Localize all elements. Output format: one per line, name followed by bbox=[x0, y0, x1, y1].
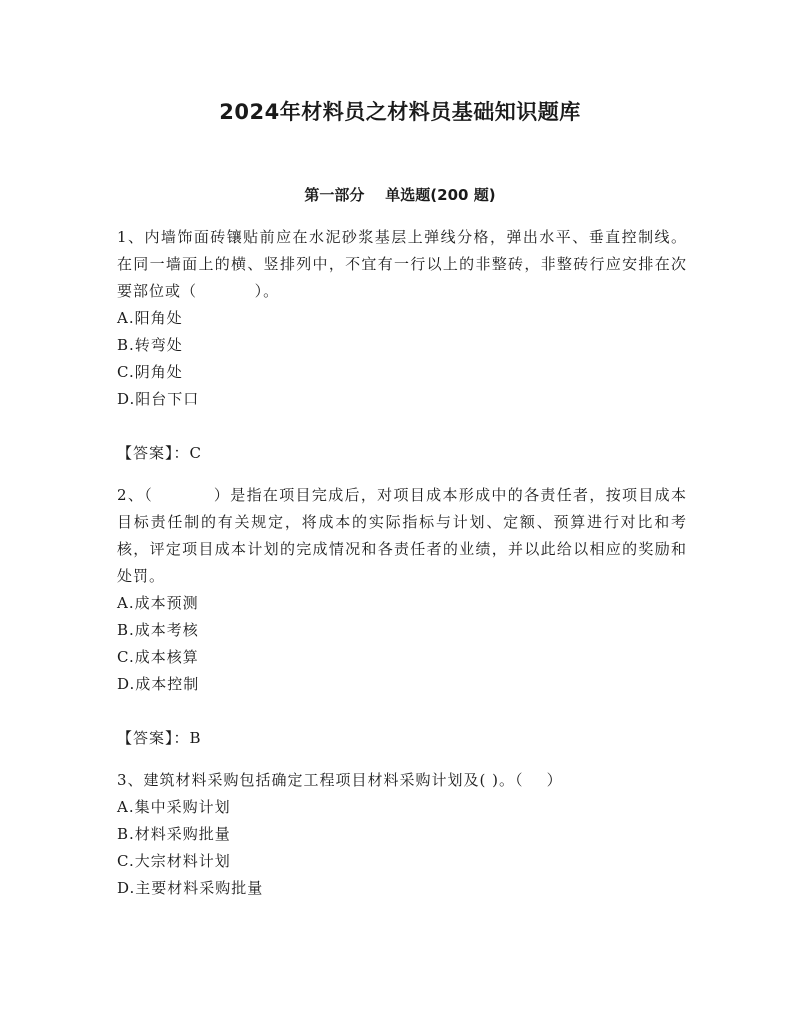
option-d: D.主要材料采购批量 bbox=[117, 879, 264, 897]
option-b: B.材料采购批量 bbox=[117, 825, 231, 843]
option-d: D.成本控制 bbox=[117, 675, 200, 693]
question-1 bbox=[117, 224, 687, 467]
answer-line: 【答案】：C bbox=[117, 444, 202, 462]
option-c: C.大宗材料计划 bbox=[117, 852, 231, 870]
document-title: 2024年材料员之材料员基础知识题库 bbox=[219, 100, 581, 124]
question-list bbox=[117, 224, 687, 902]
option-a: A.阳角处 bbox=[117, 309, 183, 327]
section-title: 第一部分 单选题(200 题) bbox=[304, 186, 496, 204]
question-3 bbox=[117, 767, 687, 902]
option-d: D.阳台下口 bbox=[117, 390, 200, 408]
question-stem: 2、（ ）是指在项目完成后，对项目成本形成中的各责任者，按项目成本目标责任制的有关规定，将成本的实际指标与计划、定额、预算进行对比和考核，评定项目成本计划的完成情况和各责任者的业绩，并以此给以相应的奖励和处罚。 bbox=[117, 486, 687, 585]
option-c: C.阴角处 bbox=[117, 363, 183, 381]
option-c: C.成本核算 bbox=[117, 648, 199, 666]
option-a: A.集中采购计划 bbox=[117, 798, 231, 816]
question-stem: 1、内墙饰面砖镶贴前应在水泥砂浆基层上弹线分格，弹出水平、垂直控制线。在同一墙面上的横、竖排列中，不宜有一行以上的非整砖，非整砖行应安排在次要部位或（ ）。 bbox=[117, 228, 687, 300]
question-stem: 3、建筑材料采购包括确定工程项目材料采购计划及( )。（ ） bbox=[117, 771, 563, 789]
option-b: B.成本考核 bbox=[117, 621, 199, 639]
answer-line: 【答案】：B bbox=[117, 729, 202, 747]
question-2 bbox=[117, 482, 687, 752]
option-a: A.成本预测 bbox=[117, 594, 199, 612]
option-b: B.转弯处 bbox=[117, 336, 183, 354]
